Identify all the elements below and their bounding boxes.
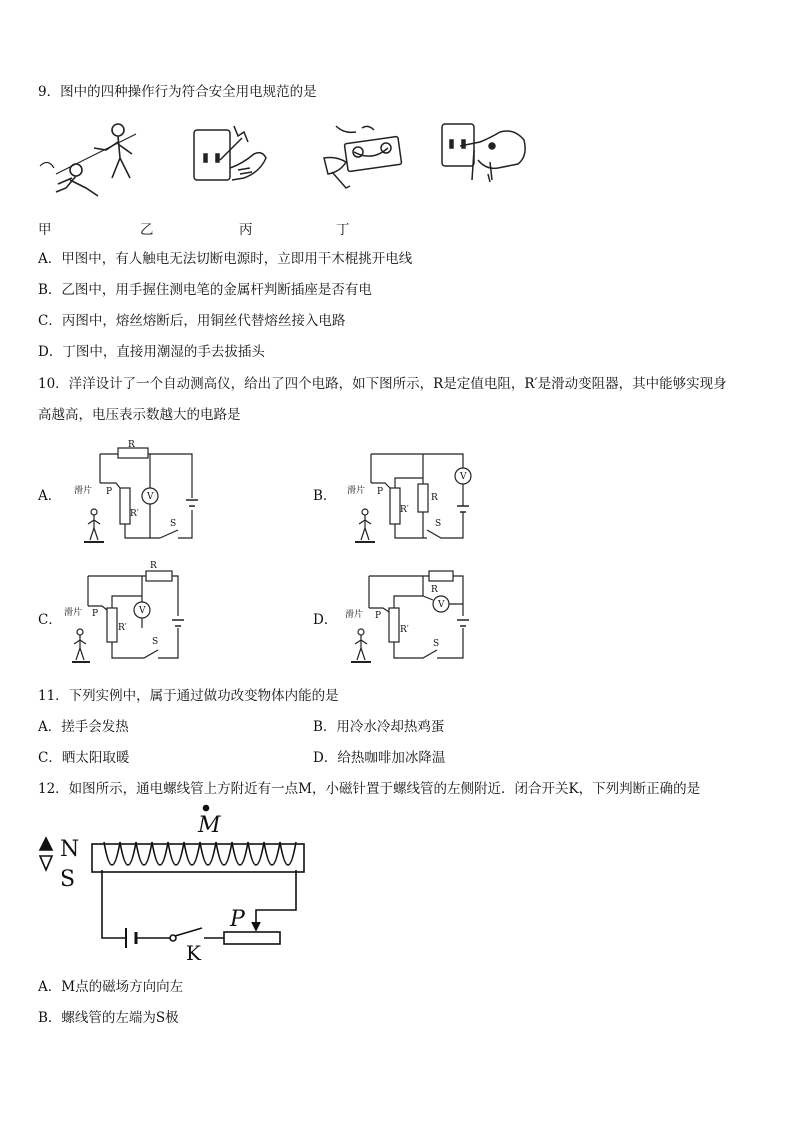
- q10-circuit-d: [345, 566, 485, 666]
- q12-p-label: P: [230, 907, 245, 932]
- q10-stem-line1: 10．洋洋设计了一个自动测高仪，给出了四个电路，如下图所示，R是定值电阻，R′是滑动变阻器，其中能够实现身: [38, 376, 727, 392]
- q10d-v-label: V: [438, 600, 445, 610]
- q10a-s-label: S: [170, 519, 177, 529]
- q12-option-a: A．M点的磁场方向向左: [38, 979, 184, 995]
- q11-option-a: A．搓手会发热: [38, 719, 129, 735]
- q10b-slider-label: 滑片: [347, 486, 366, 496]
- q10c-p-label: P: [92, 609, 99, 619]
- q10-option-a-letter: A．: [38, 488, 62, 504]
- q12-s-label: S: [60, 867, 76, 892]
- q12-option-b: B．螺线管的左端为S极: [38, 1010, 179, 1026]
- q10-circuit-b: [345, 448, 485, 548]
- q10b-s-label: S: [435, 519, 442, 529]
- q9-figure-yi: [190, 124, 270, 190]
- q9-option-d: D．丁图中，直接用潮湿的手去拔插头: [38, 344, 265, 360]
- q12-stem: 12．如图所示，通电螺线管上方附近有一点M，小磁针置于螺线管的左侧附近．闭合开关K，下列判断正确的是: [38, 781, 701, 797]
- q9-figure-jia: [36, 118, 156, 198]
- q10c-r-label: R: [150, 561, 157, 571]
- q9-label-ding: 丁: [336, 222, 350, 238]
- q10b-r-label: R: [431, 493, 438, 503]
- q12-n-label: N: [60, 837, 80, 862]
- q10c-rprime-label: R′: [118, 623, 127, 633]
- q10b-v-label: V: [460, 472, 467, 482]
- q9-stem: 9．图中的四种操作行为符合安全用电规范的是: [38, 84, 317, 100]
- q10b-rprime-label: R′: [400, 505, 409, 515]
- q10-option-b-letter: B．: [313, 488, 337, 504]
- q10a-rprime-label: R′: [130, 509, 139, 519]
- q9-option-c: C．丙图中，熔丝熔断后，用铜丝代替熔丝接入电路: [38, 313, 346, 329]
- q10a-p-label: P: [106, 487, 113, 497]
- q10c-slider-label: 滑片: [64, 608, 83, 618]
- q9-label-jia: 甲: [38, 222, 52, 238]
- q10d-rprime-label: R′: [400, 625, 409, 635]
- q10-option-d-letter: D．: [313, 612, 338, 628]
- q10c-v-label: V: [139, 606, 146, 616]
- q10b-p-label: P: [377, 487, 384, 497]
- q10a-v-label: V: [147, 492, 154, 502]
- q9-figure-bing: [316, 122, 406, 192]
- q10a-r-label: R: [128, 440, 135, 450]
- q10-stem-line2: 高越高，电压表示数越大的电路是: [38, 407, 241, 423]
- q11-option-b: B．用冷水冷却热鸡蛋: [313, 719, 445, 735]
- q9-label-bing: 丙: [239, 222, 253, 238]
- q10d-slider-label: 滑片: [345, 610, 364, 620]
- q11-option-c: C．晒太阳取暖: [38, 750, 130, 766]
- q10-circuit-a: [72, 440, 212, 548]
- q10-option-c-letter: C．: [38, 612, 62, 628]
- q11-option-d: D．给热咖啡加冰降温: [313, 750, 446, 766]
- q9-option-b: B．乙图中，用手握住测电笔的金属杆判断插座是否有电: [38, 282, 372, 298]
- q12-m-label: M: [198, 813, 221, 838]
- q10-circuit-c: [64, 561, 212, 666]
- q9-option-a: A．甲图中，有人触电无法切断电源时，立即用干木棍挑开电线: [38, 251, 413, 267]
- q10c-s-label: S: [152, 637, 159, 647]
- q11-stem: 11．下列实例中，属于通过做功改变物体内能的是: [38, 688, 339, 704]
- q12-solenoid-figure: [34, 804, 324, 964]
- q9-figure-ding: [438, 120, 530, 190]
- q10d-r-label: R: [431, 585, 438, 595]
- q10a-slider-label: 滑片: [74, 486, 93, 496]
- q10d-s-label: S: [433, 639, 440, 649]
- q10d-p-label: P: [375, 611, 382, 621]
- q12-k-label: K: [186, 941, 201, 965]
- q9-label-yi: 乙: [140, 222, 154, 238]
